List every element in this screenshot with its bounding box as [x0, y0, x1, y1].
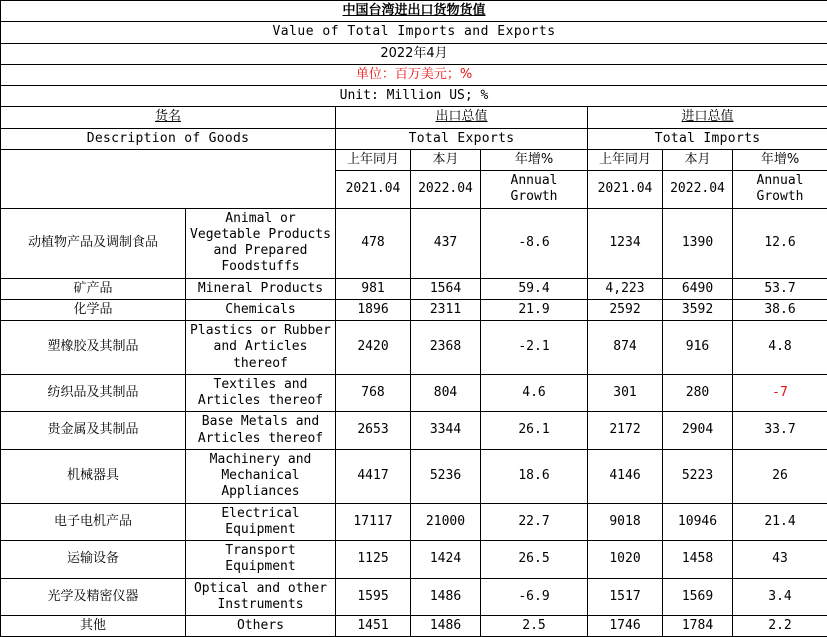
header-exp-growth-en: Annual Growth	[481, 171, 588, 209]
row-name-en: Transport Equipment	[186, 541, 336, 579]
header-exports-en: Total Exports	[336, 128, 588, 149]
cell-exp-prev: 1451	[336, 616, 411, 637]
unit-row-en	[1, 86, 827, 107]
header-exp-prev-label: 2021.04	[336, 171, 411, 209]
row-name-cn: 贵金属及其制品	[1, 412, 186, 450]
row-name-cn: 动植物产品及调制食品	[1, 208, 186, 278]
table-row	[1, 299, 827, 320]
cell-imp-prev: 9018	[588, 503, 663, 541]
cell-imp-prev: 4146	[588, 449, 663, 503]
row-name-cn: 运输设备	[1, 541, 186, 579]
cell-exp-prev: 1125	[336, 541, 411, 579]
row-name-en: Mineral Products	[186, 278, 336, 299]
table-row	[1, 278, 827, 299]
cell-imp-growth: 3.4	[733, 578, 827, 616]
cell-exp-cur: 1424	[411, 541, 481, 579]
cell-exp-growth: 22.7	[481, 503, 588, 541]
cell-exp-growth: 26.5	[481, 541, 588, 579]
cell-exp-cur: 2311	[411, 299, 481, 320]
header-imports-en: Total Imports	[588, 128, 827, 149]
cell-exp-prev: 1896	[336, 299, 411, 320]
header-row-en	[1, 128, 827, 149]
table-row	[1, 541, 827, 579]
cell-exp-cur: 5236	[411, 449, 481, 503]
cell-imp-prev: 2172	[588, 412, 663, 450]
cell-imp-cur: 2904	[663, 412, 733, 450]
table-row	[1, 208, 827, 278]
cell-imp-growth: 26	[733, 449, 827, 503]
row-name-cn: 塑橡胶及其制品	[1, 321, 186, 375]
cell-exp-growth: 4.6	[481, 374, 588, 412]
cell-imp-growth: 33.7	[733, 412, 827, 450]
row-name-cn: 矿产品	[1, 278, 186, 299]
cell-imp-cur: 1458	[663, 541, 733, 579]
unit-note-cn: 单位：百万美元；%	[1, 64, 827, 85]
cell-exp-prev: 981	[336, 278, 411, 299]
header-exp-prev-cn: 上年同月	[336, 149, 411, 170]
report-period: 2022年4月	[1, 43, 827, 64]
cell-imp-cur: 3592	[663, 299, 733, 320]
table-row	[1, 321, 827, 375]
cell-exp-cur: 1564	[411, 278, 481, 299]
row-name-en: Electrical Equipment	[186, 503, 336, 541]
table-row	[1, 503, 827, 541]
cell-exp-cur: 437	[411, 208, 481, 278]
cell-exp-prev: 17117	[336, 503, 411, 541]
cell-exp-growth: 18.6	[481, 449, 588, 503]
cell-exp-growth: 21.9	[481, 299, 588, 320]
header-imp-growth-cn: 年增%	[733, 149, 827, 170]
cell-imp-cur: 5223	[663, 449, 733, 503]
cell-imp-cur: 280	[663, 374, 733, 412]
cell-exp-prev: 4417	[336, 449, 411, 503]
cell-exp-cur: 1486	[411, 578, 481, 616]
cell-imp-prev: 1746	[588, 616, 663, 637]
cell-imp-cur: 1390	[663, 208, 733, 278]
cell-imp-prev: 2592	[588, 299, 663, 320]
title-row-en	[1, 22, 827, 43]
header-row-cn	[1, 107, 827, 128]
header-exports-cn: 出口总值	[336, 107, 588, 128]
cell-exp-cur: 804	[411, 374, 481, 412]
header-imports-cn: 进口总值	[588, 107, 827, 128]
header-imp-prev-cn: 上年同月	[588, 149, 663, 170]
table-row	[1, 578, 827, 616]
cell-imp-growth: 43	[733, 541, 827, 579]
cell-exp-growth: -8.6	[481, 208, 588, 278]
cell-imp-prev: 4,223	[588, 278, 663, 299]
cell-imp-cur: 1784	[663, 616, 733, 637]
cell-imp-growth: 53.7	[733, 278, 827, 299]
page-title-en: Value of Total Imports and Exports	[1, 22, 827, 43]
header-exp-cur-label: 2022.04	[411, 171, 481, 209]
cell-exp-cur: 3344	[411, 412, 481, 450]
row-name-en: Base Metals and Articles thereof	[186, 412, 336, 450]
cell-imp-growth: 21.4	[733, 503, 827, 541]
cell-imp-growth: 2.2	[733, 616, 827, 637]
row-name-cn: 电子电机产品	[1, 503, 186, 541]
table-row	[1, 412, 827, 450]
cell-exp-growth: 2.5	[481, 616, 588, 637]
cell-exp-growth: 26.1	[481, 412, 588, 450]
header-goods-cn: 货名	[1, 107, 336, 128]
row-name-en: Animal or Vegetable Products and Prepared Foodstuffs	[186, 208, 336, 278]
cell-imp-prev: 874	[588, 321, 663, 375]
page-title-cn: 中国台湾进出口货物货值	[1, 1, 827, 22]
row-name-en: Machinery and Mechanical Appliances	[186, 449, 336, 503]
cell-imp-growth: -7	[733, 374, 827, 412]
unit-row-cn	[1, 64, 827, 85]
cell-imp-growth: 12.6	[733, 208, 827, 278]
cell-exp-growth: 59.4	[481, 278, 588, 299]
header-goods-spacer	[1, 149, 336, 208]
cell-imp-cur: 6490	[663, 278, 733, 299]
row-name-en: Others	[186, 616, 336, 637]
cell-imp-prev: 1020	[588, 541, 663, 579]
table-row	[1, 616, 827, 637]
row-name-cn: 其他	[1, 616, 186, 637]
row-name-en: Textiles and Articles thereof	[186, 374, 336, 412]
header-imp-cur-label: 2022.04	[663, 171, 733, 209]
cell-exp-cur: 1486	[411, 616, 481, 637]
cell-exp-prev: 2420	[336, 321, 411, 375]
cell-imp-growth: 4.8	[733, 321, 827, 375]
cell-imp-cur: 1569	[663, 578, 733, 616]
cell-exp-prev: 768	[336, 374, 411, 412]
title-row-cn	[1, 1, 827, 22]
subheader-row-cn	[1, 149, 827, 170]
cell-imp-growth: 38.6	[733, 299, 827, 320]
cell-imp-cur: 10946	[663, 503, 733, 541]
cell-exp-growth: -6.9	[481, 578, 588, 616]
cell-exp-prev: 478	[336, 208, 411, 278]
header-goods-en: Description of Goods	[1, 128, 336, 149]
row-name-cn: 机械器具	[1, 449, 186, 503]
cell-imp-cur: 916	[663, 321, 733, 375]
table-row	[1, 374, 827, 412]
header-exp-cur-cn: 本月	[411, 149, 481, 170]
cell-exp-growth: -2.1	[481, 321, 588, 375]
row-name-cn: 纺织品及其制品	[1, 374, 186, 412]
cell-exp-cur: 2368	[411, 321, 481, 375]
header-exp-growth-cn: 年增%	[481, 149, 588, 170]
period-row	[1, 43, 827, 64]
unit-note-en: Unit: Million US; %	[1, 86, 827, 107]
row-name-cn: 光学及精密仪器	[1, 578, 186, 616]
cell-imp-prev: 1517	[588, 578, 663, 616]
cell-exp-cur: 21000	[411, 503, 481, 541]
cell-imp-prev: 1234	[588, 208, 663, 278]
row-name-en: Chemicals	[186, 299, 336, 320]
cell-exp-prev: 1595	[336, 578, 411, 616]
row-name-cn: 化学品	[1, 299, 186, 320]
header-imp-prev-label: 2021.04	[588, 171, 663, 209]
row-name-en: Plastics or Rubber and Articles thereof	[186, 321, 336, 375]
header-imp-cur-cn: 本月	[663, 149, 733, 170]
cell-exp-prev: 2653	[336, 412, 411, 450]
header-imp-growth-en: Annual Growth	[733, 171, 827, 209]
table-row	[1, 449, 827, 503]
cell-imp-prev: 301	[588, 374, 663, 412]
row-name-en: Optical and other Instruments	[186, 578, 336, 616]
